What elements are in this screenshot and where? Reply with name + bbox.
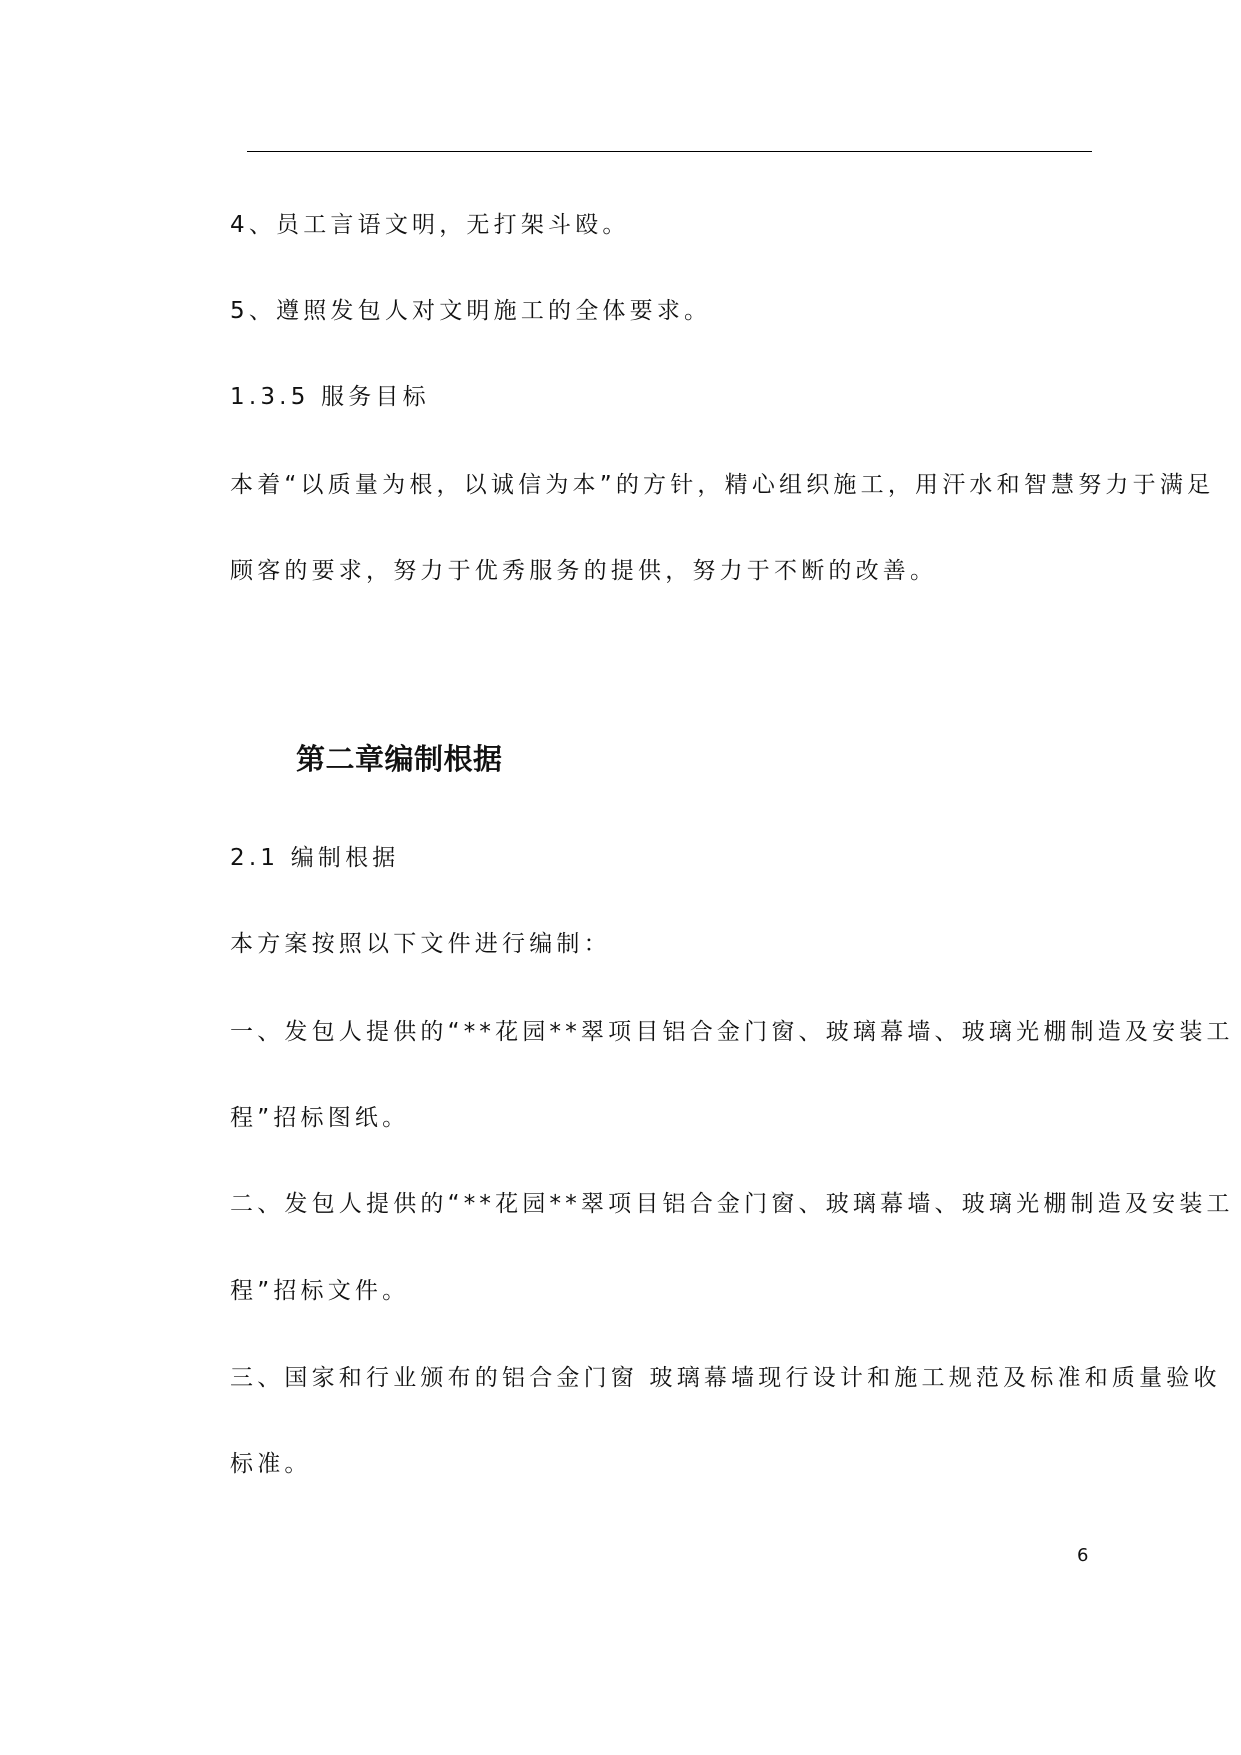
paragraph-line-2: 顾客的要求，努力于优秀服务的提供，努力于不断的改善。 bbox=[230, 558, 938, 584]
section-heading-2-1: 2.1 编制根据 bbox=[230, 845, 400, 871]
list-item-two-line-2: 程”招标文件。 bbox=[230, 1278, 410, 1304]
page-number: 6 bbox=[1077, 1545, 1089, 1566]
paragraph-line-1: 本着“以质量为根，以诚信为本”的方针，精心组织施工，用汗水和智慧努力于满足 bbox=[230, 472, 1215, 498]
section-heading-1-3-5: 1.3.5 服务目标 bbox=[230, 384, 430, 410]
list-item-4: 4、员工言语文明，无打架斗殴。 bbox=[230, 212, 630, 238]
list-item-three-line-2: 标准。 bbox=[230, 1451, 312, 1477]
header-rule bbox=[247, 151, 1092, 152]
paragraph-intro: 本方案按照以下文件进行编制： bbox=[230, 931, 611, 957]
chapter-title: 第二章编制根据 bbox=[296, 742, 503, 776]
list-item-5: 5、遵照发包人对文明施工的全体要求。 bbox=[230, 298, 712, 324]
list-item-one-line-2: 程”招标图纸。 bbox=[230, 1105, 410, 1131]
list-item-one-line-1: 一、发包人提供的“**花园**翠项目铝合金门窗、玻璃幕墙、玻璃光棚制造及安装工 bbox=[230, 1019, 1234, 1045]
list-item-two-line-1: 二、发包人提供的“**花园**翠项目铝合金门窗、玻璃幕墙、玻璃光棚制造及安装工 bbox=[230, 1191, 1234, 1217]
list-item-three-line-1: 三、国家和行业颁布的铝合金门窗 玻璃幕墙现行设计和施工规范及标准和质量验收 bbox=[230, 1365, 1221, 1391]
